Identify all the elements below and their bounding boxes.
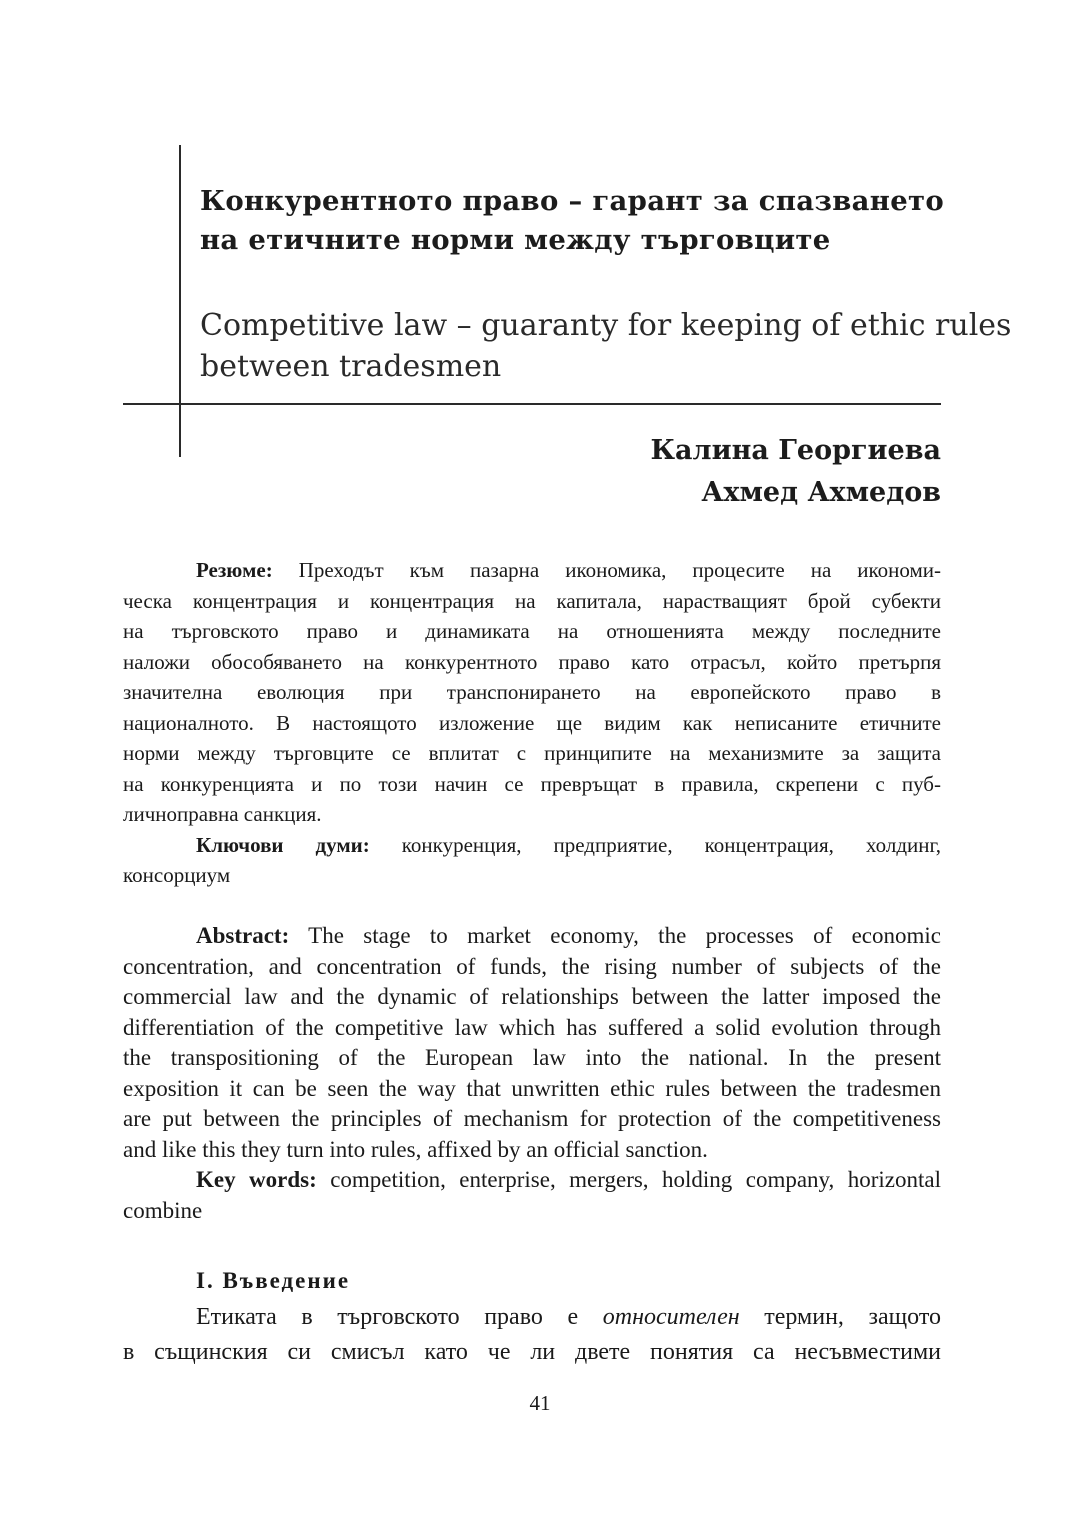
abstract-label: Abstract: xyxy=(196,923,290,948)
keywords-bg-line: консорциум xyxy=(123,863,231,887)
summary-line: на търговското право и динамиката на отношенията между последните xyxy=(123,619,941,643)
author-name: Ахмед Ахмедов xyxy=(701,477,941,508)
abstract-line: and like this they turn into rules, affixed by an official sanction. xyxy=(123,1136,708,1162)
emphasis-term: относителен xyxy=(602,1304,740,1330)
introduction-text xyxy=(123,1300,941,1370)
summary-line: Резюме: Преходът към пазарна икономика, процесите на икономи- xyxy=(196,558,941,582)
summary-line: значителна еволюция при транспонирането на европейското право в xyxy=(123,680,941,704)
abstract-line: exposition it can be seen the way that unwritten ethic rules between the tradesmen xyxy=(123,1075,941,1101)
keywords-en-line: Key words: competition, enterprise, mergers, holding company, horizontal xyxy=(196,1167,941,1192)
authors xyxy=(651,430,942,514)
title-bg-line: Конкурентното право – гарант за спазването xyxy=(200,185,944,217)
abstract-line: are put between the principles of mechanism for protection of the competitiveness xyxy=(123,1106,941,1131)
vertical-rule xyxy=(179,145,181,457)
abstract-en xyxy=(123,921,941,1226)
abstract-line: differentiation of the competitive law which has suffered a solid evolution through xyxy=(123,1014,941,1040)
title-en-line: Competitive law – guaranty for keeping of ethic rules xyxy=(200,308,1012,343)
abstract-line: commercial law and the dynamic of relationships between the latter imposed the xyxy=(123,984,941,1009)
summary-line: личноправна санкция. xyxy=(123,802,322,826)
abstract-line: the transpositioning of the European law into the national. In the present xyxy=(123,1045,941,1070)
keywords-en-line: combine xyxy=(123,1197,203,1223)
summary-bg xyxy=(123,555,941,891)
title-english xyxy=(200,305,1012,387)
keywords-bg-label: Ключови думи: xyxy=(196,832,370,857)
keywords-en-label: Key words: xyxy=(196,1167,317,1192)
horizontal-rule xyxy=(123,403,941,405)
intro-line: в същинския си смисъл като че ли двете понятия са несъвместими xyxy=(123,1339,941,1365)
summary-line: норми между търговците се вплитат с принципите на механизмите за защита xyxy=(123,741,941,765)
title-en-line: between tradesmen xyxy=(200,349,502,384)
page-number: 41 xyxy=(529,1391,551,1415)
summary-line: на конкуренцията и по този начин се превръщат в правила, скрепени с пуб- xyxy=(123,771,941,796)
intro-line: Етиката в търговското право е относителен термин, защото xyxy=(196,1304,942,1330)
author-name: Калина Георгиева xyxy=(650,435,941,466)
title-bulgarian xyxy=(200,182,945,260)
summary-line: наложи обособяването на конкурентното право като отрасъл, който претърпя xyxy=(123,649,941,674)
abstract-line: concentration, and concentration of funds, the rising number of subjects of the xyxy=(123,953,941,979)
summary-label: Резюме: xyxy=(196,558,273,582)
summary-line: националното. В настоящото изложение ще видим как неписаните етичните xyxy=(123,710,941,735)
keywords-bg-line: Ключови думи: конкуренция, предприятие, концентрация, холдинг, xyxy=(196,832,942,857)
title-bg-line: на етичните норми между търговците xyxy=(200,224,831,256)
abstract-line: Abstract: The stage to market economy, the processes of economic xyxy=(196,923,941,948)
summary-line: ческа концентрация и концентрация на капитала, нарастващият брой субекти xyxy=(123,588,941,613)
section-heading: I. Въведение xyxy=(196,1268,351,1293)
